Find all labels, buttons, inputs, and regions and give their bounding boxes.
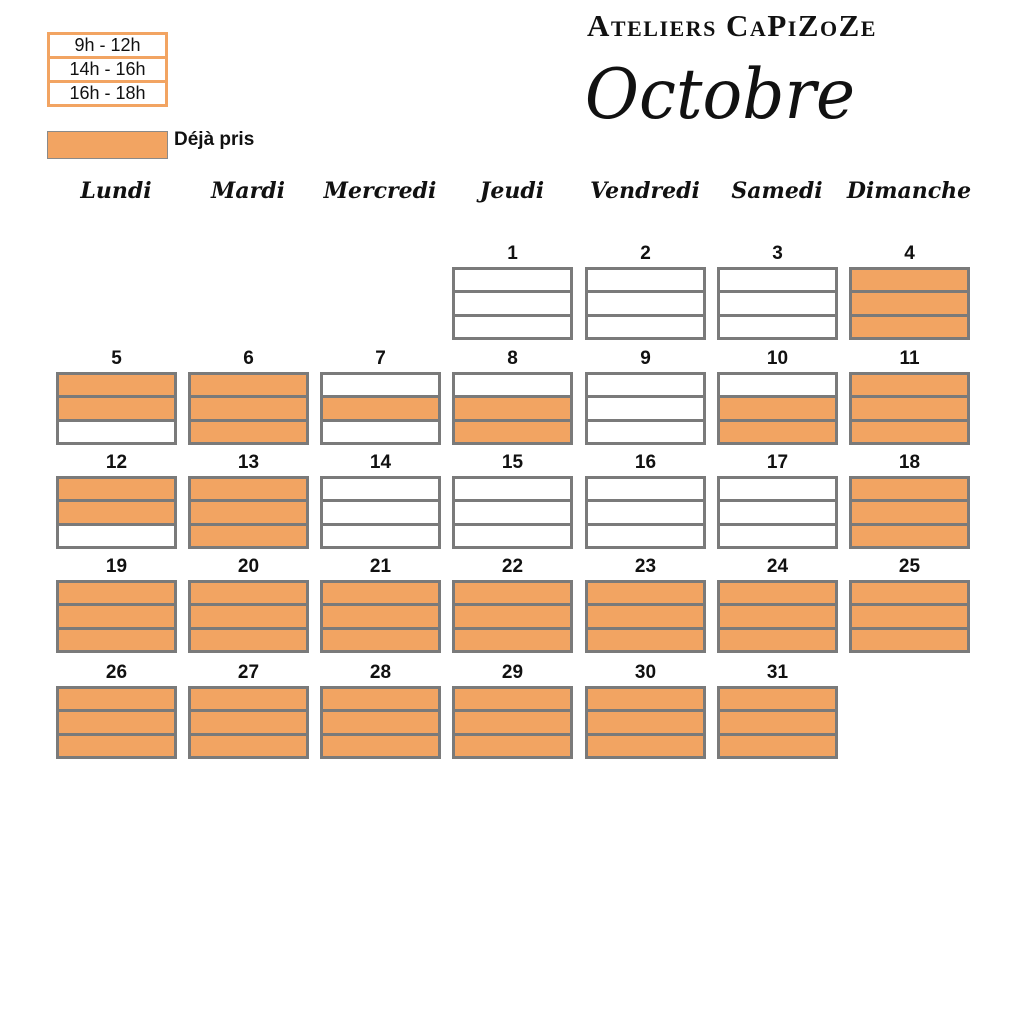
- slot-late-afternoon-taken[interactable]: [323, 627, 438, 650]
- day-number: 30: [634, 662, 657, 683]
- day-number: 18: [898, 452, 921, 473]
- day-cell-3[interactable]: [717, 241, 838, 340]
- day-number: 22: [501, 556, 524, 577]
- day-slots: [56, 686, 177, 759]
- slot-early-afternoon-taken[interactable]: [455, 395, 570, 418]
- legend-taken: [47, 131, 254, 159]
- day-slots: [56, 372, 177, 445]
- weekday-thursday: Jeudi: [479, 178, 545, 204]
- day-number: 24: [766, 556, 789, 577]
- slot-morning-free[interactable]: [588, 479, 703, 499]
- slot-late-afternoon-free[interactable]: [588, 314, 703, 337]
- day-slots: [452, 580, 573, 653]
- day-slots: [320, 686, 441, 759]
- slot-morning-taken[interactable]: [323, 689, 438, 709]
- slot-late-afternoon-free[interactable]: [59, 523, 174, 546]
- day-number: 3: [772, 243, 783, 264]
- day-number: 20: [237, 556, 260, 577]
- slot-late-afternoon-taken[interactable]: [191, 733, 306, 756]
- slot-late-afternoon-free[interactable]: [720, 523, 835, 546]
- day-cell-23[interactable]: [585, 554, 706, 653]
- slot-late-afternoon-free[interactable]: [323, 523, 438, 546]
- month-title: Octobre: [584, 54, 856, 135]
- weekday-monday: Lundi: [80, 178, 152, 204]
- slot-early-afternoon-taken[interactable]: [720, 709, 835, 732]
- day-cell-27[interactable]: [188, 660, 309, 759]
- slot-late-afternoon-taken[interactable]: [588, 627, 703, 650]
- slot-late-afternoon-free[interactable]: [455, 314, 570, 337]
- day-number: 11: [899, 348, 920, 369]
- slot-early-afternoon-taken[interactable]: [191, 499, 306, 522]
- day-slots: [717, 267, 838, 340]
- day-slots: [188, 686, 309, 759]
- slot-late-afternoon-taken[interactable]: [323, 733, 438, 756]
- day-slots: [849, 580, 970, 653]
- day-number: 25: [898, 556, 921, 577]
- day-slots: [717, 580, 838, 653]
- slot-late-afternoon-taken[interactable]: [852, 627, 967, 650]
- day-cell-6[interactable]: [188, 346, 309, 445]
- slot-morning-taken[interactable]: [59, 479, 174, 499]
- day-cell-16[interactable]: [585, 450, 706, 549]
- slot-morning-free[interactable]: [720, 270, 835, 290]
- slot-morning-taken[interactable]: [852, 375, 967, 395]
- day-number: 12: [105, 452, 128, 473]
- slot-morning-free[interactable]: [455, 479, 570, 499]
- slot-late-afternoon-taken[interactable]: [852, 314, 967, 337]
- slot-early-afternoon-taken[interactable]: [191, 603, 306, 626]
- slot-early-afternoon-free[interactable]: [720, 290, 835, 313]
- day-slots: [452, 476, 573, 549]
- day-slots: [585, 372, 706, 445]
- slot-morning-taken[interactable]: [852, 270, 967, 290]
- day-slots: [188, 580, 309, 653]
- slot-early-afternoon-taken[interactable]: [59, 499, 174, 522]
- day-slots: [585, 686, 706, 759]
- slot-morning-free[interactable]: [455, 270, 570, 290]
- weekday-friday: Vendredi: [590, 178, 700, 204]
- slot-early-afternoon-free[interactable]: [588, 499, 703, 522]
- day-number: 29: [501, 662, 524, 683]
- weekday-sunday: Dimanche: [846, 178, 972, 204]
- day-cell-10[interactable]: [717, 346, 838, 445]
- day-slots: [56, 580, 177, 653]
- day-number: 26: [105, 662, 128, 683]
- slot-morning-taken[interactable]: [720, 689, 835, 709]
- slot-morning-free[interactable]: [720, 375, 835, 395]
- day-cell-1[interactable]: [452, 241, 573, 340]
- day-slots: [585, 476, 706, 549]
- day-number: 2: [640, 243, 651, 264]
- day-number: 14: [369, 452, 392, 473]
- brand-title: Ateliers CaPiZoZe: [587, 8, 877, 43]
- slot-early-afternoon-taken[interactable]: [191, 395, 306, 418]
- slot-late-afternoon-taken[interactable]: [720, 733, 835, 756]
- slot-late-afternoon-free[interactable]: [588, 523, 703, 546]
- day-number: 10: [766, 348, 789, 369]
- day-slots: [452, 372, 573, 445]
- day-cell-31[interactable]: [717, 660, 838, 759]
- day-slots: [452, 686, 573, 759]
- slot-early-afternoon-free[interactable]: [455, 290, 570, 313]
- day-cell-5[interactable]: [56, 346, 177, 445]
- day-cell-17[interactable]: [717, 450, 838, 549]
- day-cell-24[interactable]: [717, 554, 838, 653]
- slot-late-afternoon-taken[interactable]: [720, 627, 835, 650]
- day-number: 7: [375, 348, 386, 369]
- slot-morning-free[interactable]: [455, 375, 570, 395]
- day-number: 13: [237, 452, 260, 473]
- day-slots: [320, 580, 441, 653]
- legend-slot-early-afternoon: 14h - 16h: [47, 56, 168, 83]
- slot-early-afternoon-taken[interactable]: [852, 395, 967, 418]
- day-number: 9: [640, 348, 651, 369]
- slot-late-afternoon-taken[interactable]: [455, 419, 570, 442]
- day-number: 4: [904, 243, 915, 264]
- slot-early-afternoon-taken[interactable]: [59, 709, 174, 732]
- day-cell-29[interactable]: [452, 660, 573, 759]
- day-slots: [717, 372, 838, 445]
- slot-early-afternoon-free[interactable]: [588, 395, 703, 418]
- day-cell-20[interactable]: [188, 554, 309, 653]
- slot-morning-taken[interactable]: [852, 479, 967, 499]
- day-number: 15: [501, 452, 524, 473]
- slot-late-afternoon-taken[interactable]: [455, 627, 570, 650]
- slot-early-afternoon-taken[interactable]: [191, 709, 306, 732]
- day-cell-7[interactable]: [320, 346, 441, 445]
- day-slots: [188, 476, 309, 549]
- slot-late-afternoon-free[interactable]: [720, 314, 835, 337]
- day-number: 8: [507, 348, 518, 369]
- slot-morning-taken[interactable]: [588, 583, 703, 603]
- slot-late-afternoon-taken[interactable]: [59, 627, 174, 650]
- slot-early-afternoon-free[interactable]: [455, 499, 570, 522]
- day-cell-26[interactable]: [56, 660, 177, 759]
- day-number: 6: [243, 348, 254, 369]
- day-slots: [717, 476, 838, 549]
- slot-morning-taken[interactable]: [191, 375, 306, 395]
- slot-early-afternoon-taken[interactable]: [852, 603, 967, 626]
- day-cell-13[interactable]: [188, 450, 309, 549]
- slot-late-afternoon-taken[interactable]: [191, 627, 306, 650]
- day-cell-30[interactable]: [585, 660, 706, 759]
- weekday-saturday: Samedi: [731, 178, 823, 204]
- day-slots: [717, 686, 838, 759]
- slot-morning-taken[interactable]: [852, 583, 967, 603]
- legend-slot-morning: 9h - 12h: [47, 32, 168, 59]
- slot-early-afternoon-taken[interactable]: [455, 603, 570, 626]
- day-number: 28: [369, 662, 392, 683]
- day-slots: [585, 580, 706, 653]
- day-cell-21[interactable]: [320, 554, 441, 653]
- slot-morning-taken[interactable]: [455, 583, 570, 603]
- slot-late-afternoon-taken[interactable]: [59, 733, 174, 756]
- slot-early-afternoon-taken[interactable]: [455, 709, 570, 732]
- slot-late-afternoon-taken[interactable]: [455, 733, 570, 756]
- slot-early-afternoon-taken[interactable]: [323, 709, 438, 732]
- slot-morning-free[interactable]: [588, 270, 703, 290]
- slot-morning-taken[interactable]: [59, 689, 174, 709]
- slot-early-afternoon-taken[interactable]: [323, 395, 438, 418]
- day-number: 21: [369, 556, 392, 577]
- slot-morning-taken[interactable]: [191, 689, 306, 709]
- slot-late-afternoon-taken[interactable]: [191, 419, 306, 442]
- slot-early-afternoon-taken[interactable]: [720, 395, 835, 418]
- slot-early-afternoon-free[interactable]: [720, 499, 835, 522]
- slot-late-afternoon-taken[interactable]: [852, 419, 967, 442]
- day-number: 16: [634, 452, 657, 473]
- weekday-tuesday: Mardi: [211, 178, 285, 204]
- slot-early-afternoon-free[interactable]: [323, 499, 438, 522]
- day-number: 31: [766, 662, 789, 683]
- slot-early-afternoon-taken[interactable]: [720, 603, 835, 626]
- slot-morning-taken[interactable]: [323, 583, 438, 603]
- slot-morning-free[interactable]: [323, 479, 438, 499]
- day-number: 5: [111, 348, 122, 369]
- day-slots: [452, 267, 573, 340]
- slot-late-afternoon-taken[interactable]: [588, 733, 703, 756]
- slot-late-afternoon-free[interactable]: [588, 419, 703, 442]
- slot-morning-taken[interactable]: [588, 689, 703, 709]
- slot-morning-taken[interactable]: [191, 583, 306, 603]
- day-slots: [585, 267, 706, 340]
- day-number: 23: [634, 556, 657, 577]
- day-cell-14[interactable]: [320, 450, 441, 549]
- slot-early-afternoon-free[interactable]: [588, 290, 703, 313]
- slot-late-afternoon-taken[interactable]: [720, 419, 835, 442]
- day-cell-19[interactable]: [56, 554, 177, 653]
- day-cell-11[interactable]: [849, 346, 970, 445]
- slot-late-afternoon-free[interactable]: [59, 419, 174, 442]
- day-number: 1: [507, 243, 518, 264]
- weekday-wednesday: Mercredi: [323, 178, 437, 204]
- day-cell-18[interactable]: [849, 450, 970, 549]
- slot-early-afternoon-taken[interactable]: [588, 603, 703, 626]
- legend-slot-late-afternoon: 16h - 18h: [47, 80, 168, 107]
- slot-early-afternoon-taken[interactable]: [323, 603, 438, 626]
- slot-early-afternoon-taken[interactable]: [59, 395, 174, 418]
- day-slots: [188, 372, 309, 445]
- slot-early-afternoon-taken[interactable]: [852, 499, 967, 522]
- slot-morning-taken[interactable]: [720, 583, 835, 603]
- day-slots: [56, 476, 177, 549]
- slot-morning-free[interactable]: [588, 375, 703, 395]
- slot-morning-free[interactable]: [323, 375, 438, 395]
- slot-early-afternoon-taken[interactable]: [852, 290, 967, 313]
- slot-morning-taken[interactable]: [59, 375, 174, 395]
- day-cell-2[interactable]: [585, 241, 706, 340]
- day-number: 27: [237, 662, 260, 683]
- legend-taken-swatch: [47, 131, 168, 159]
- slot-early-afternoon-taken[interactable]: [59, 603, 174, 626]
- day-cell-8[interactable]: [452, 346, 573, 445]
- day-slots: [320, 476, 441, 549]
- slot-morning-free[interactable]: [720, 479, 835, 499]
- day-slots: [849, 372, 970, 445]
- legend-taken-label: Déjà pris: [174, 129, 255, 150]
- slot-late-afternoon-taken[interactable]: [191, 523, 306, 546]
- day-cell-12[interactable]: [56, 450, 177, 549]
- day-number: 17: [766, 452, 789, 473]
- slot-early-afternoon-taken[interactable]: [588, 709, 703, 732]
- slot-morning-taken[interactable]: [191, 479, 306, 499]
- slot-late-afternoon-free[interactable]: [455, 523, 570, 546]
- day-cell-28[interactable]: [320, 660, 441, 759]
- day-cell-9[interactable]: [585, 346, 706, 445]
- slot-late-afternoon-taken[interactable]: [852, 523, 967, 546]
- day-cell-4[interactable]: [849, 241, 970, 340]
- slot-morning-taken[interactable]: [455, 689, 570, 709]
- slot-late-afternoon-free[interactable]: [323, 419, 438, 442]
- day-slots: [849, 476, 970, 549]
- slot-morning-taken[interactable]: [59, 583, 174, 603]
- day-cell-25[interactable]: [849, 554, 970, 653]
- day-cell-15[interactable]: [452, 450, 573, 549]
- day-number: 19: [105, 556, 128, 577]
- day-slots: [320, 372, 441, 445]
- day-slots: [849, 267, 970, 340]
- day-cell-22[interactable]: [452, 554, 573, 653]
